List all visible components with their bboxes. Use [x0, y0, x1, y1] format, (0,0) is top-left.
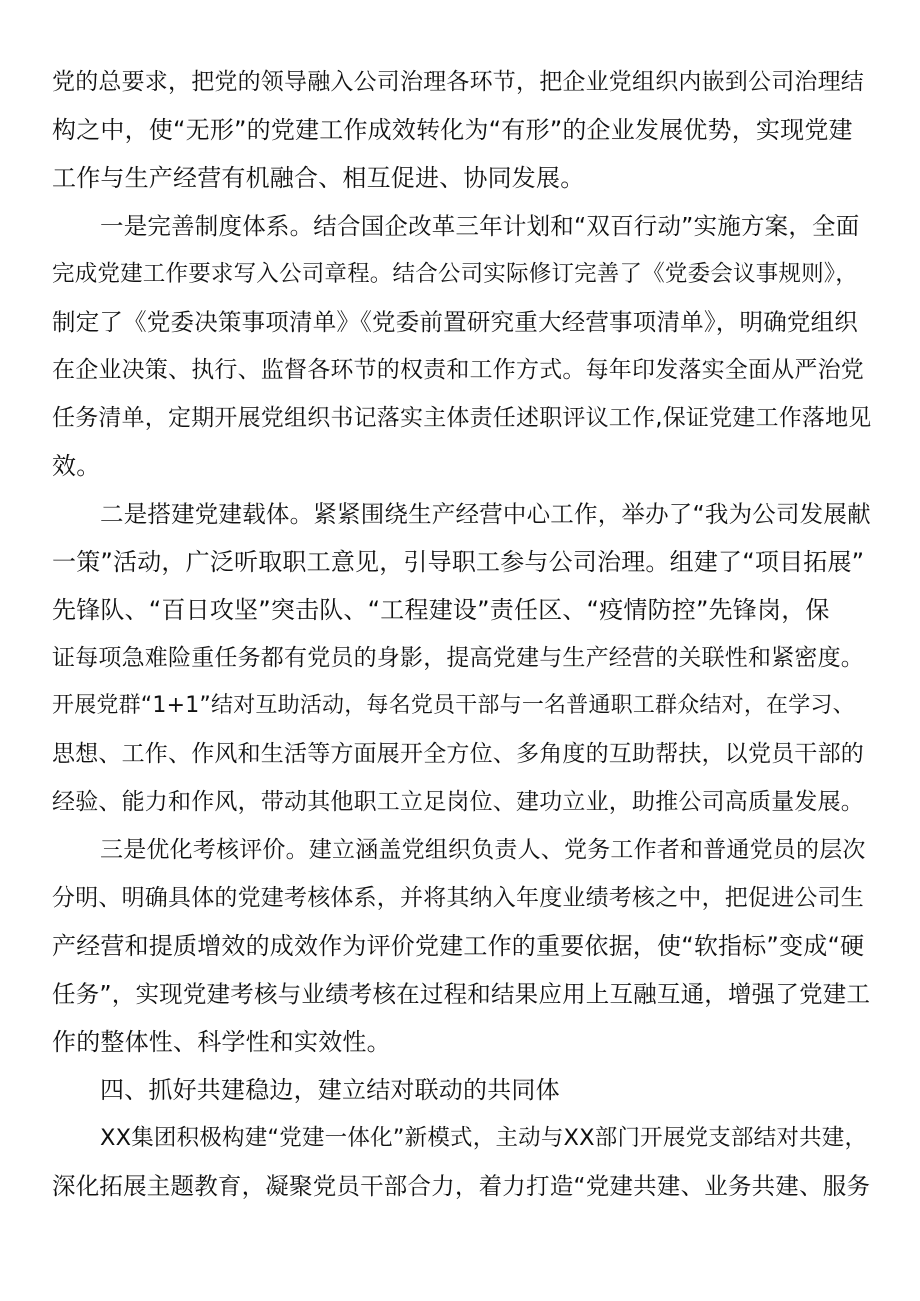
text-line: 经验、能力和作风，带动其他职工立足岗位、建功立业，助推公司高质量发展。 [52, 789, 864, 815]
text-line: 工作与生产经营有机融合、相互促进、协同发展。 [52, 164, 585, 192]
text-line: 深化拓展主题教育，凝聚党员干部合力，着力打造“党建共建、业务共建、服务 [52, 1172, 871, 1200]
text-line: 任务清单，定期开展党组织书记落实主体责任述职评议工作,保证党建工作落地见 [52, 405, 872, 431]
text-line: 完成党建工作要求写入公司章程。结合公司实际修订完善了《党委会议事规则》， [52, 261, 858, 287]
paragraph-first-line: 三是优化考核评价。建立涵盖党组织负责人、党务工作者和普通党员的层次 [100, 837, 866, 863]
paragraph-first-line: 一是完善制度体系。结合国企改革三年计划和“双百行动”实施方案，全面 [100, 212, 860, 240]
text-line: 效。 [52, 452, 101, 480]
text-line: 构之中，使“无形”的党建工作成效转化为“有形”的企业发展优势，实现党建 [52, 116, 853, 144]
text-line: 任务”，实现党建考核与业绩考核在过程和结果应用上互融互通，增强了党建工 [52, 980, 871, 1008]
text-line: 思想、工作、作风和生活等方面展开全方位、多角度的互助帮扶，以党员干部的 [52, 741, 864, 767]
text-line: 在企业决策、执行、监督各环节的权责和工作方式。每年印发落实全面从严治党 [52, 357, 864, 383]
text-line: 作的整体性、科学性和实效性。 [52, 1028, 391, 1056]
section-heading: 四、抓好共建稳边，建立结对联动的共同体 [100, 1076, 560, 1104]
text-line: 开展党群“1+1”结对互助活动，每名党员干部与一名普通职工群众结对，在学习、 [52, 693, 855, 718]
text-line: 产经营和提质增效的成效作为评价党建工作的重要依据，使“软指标”变成“硬 [52, 932, 865, 960]
text-line: 分明、明确具体的党建考核体系，并将其纳入年度业绩考核之中，把促进公司生 [52, 885, 864, 911]
paragraph-first-line: 二是搭建党建载体。紧紧围绕生产经营中心工作，举办了“我为公司发展献 [100, 500, 871, 528]
text-line: 先锋队、“百日攻坚”突击队、“工程建设”责任区、“疫情防控”先锋岗，保 [52, 596, 830, 624]
text-line: 制定了《党委决策事项清单》《党委前置研究重大经营事项清单》，明确党组织 [52, 308, 858, 336]
document-body [52, 58, 872, 1210]
paragraph-first-line: XX集团积极构建“党建一体化”新模式，主动与XX部门开展党支部结对共建， [100, 1125, 868, 1151]
text-line: 证每项急难险重任务都有党员的身影，提高党建与生产经营的关联性和紧密度。 [52, 645, 864, 671]
text-line: 一策”活动，广泛听取职工意见，引导职工参与公司治理。组建了“项目拓展” [52, 548, 865, 576]
text-line: 党的总要求，把党的领导融入公司治理各环节，把企业党组织内嵌到公司治理结 [52, 69, 864, 95]
